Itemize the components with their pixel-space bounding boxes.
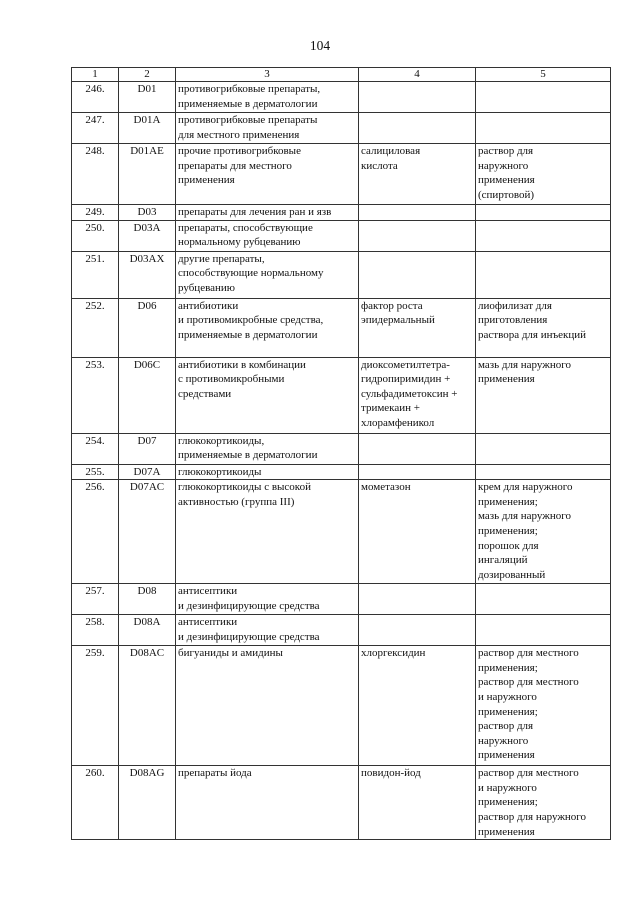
dosage-form [476, 205, 611, 221]
table-row [72, 205, 611, 221]
active-substance: мометазон [359, 480, 476, 584]
atc-group: препараты для лечения ран и язв [176, 205, 359, 221]
table-row [72, 646, 611, 766]
row-number: 252. [72, 298, 119, 357]
active-substance: салициловая кислота [359, 144, 476, 205]
atc-code: D01 [119, 82, 176, 113]
column-header-2: 2 [119, 68, 176, 82]
dosage-form: раствор для местного применения; раствор для местного и наружного применения; раствор для наружного применения [476, 646, 611, 766]
table-header-row [72, 68, 611, 82]
atc-code: D07AC [119, 480, 176, 584]
atc-group: глюкокортикоиды [176, 464, 359, 480]
atc-code: D06 [119, 298, 176, 357]
atc-group: антисептики и дезинфицирующие средства [176, 584, 359, 615]
table-row [72, 464, 611, 480]
active-substance: фактор роста эпидермальный [359, 298, 476, 357]
row-number: 248. [72, 144, 119, 205]
atc-code: D07A [119, 464, 176, 480]
table-row [72, 220, 611, 251]
atc-group: бигуаниды и амидины [176, 646, 359, 766]
dosage-form: раствор для наружного применения (спиртовой) [476, 144, 611, 205]
active-substance [359, 251, 476, 298]
atc-group: глюкокортикоиды с высокой активностью (группа III) [176, 480, 359, 584]
active-substance: повидон-йод [359, 766, 476, 840]
atc-group: антисептики и дезинфицирующие средства [176, 615, 359, 646]
row-number: 256. [72, 480, 119, 584]
table-row [72, 82, 611, 113]
active-substance [359, 464, 476, 480]
active-substance [359, 220, 476, 251]
active-substance [359, 82, 476, 113]
atc-code: D08 [119, 584, 176, 615]
atc-code: D03AX [119, 251, 176, 298]
dosage-form [476, 615, 611, 646]
row-number: 247. [72, 113, 119, 144]
active-substance: диоксометилтетра- гидропиримидин + сульфадиметоксин + тримекаин + хлорамфеникол [359, 357, 476, 433]
dosage-form [476, 82, 611, 113]
row-number: 255. [72, 464, 119, 480]
atc-code: D01A [119, 113, 176, 144]
row-number: 250. [72, 220, 119, 251]
row-number: 259. [72, 646, 119, 766]
active-substance [359, 113, 476, 144]
atc-group: препараты йода [176, 766, 359, 840]
page-number: 104 [309, 38, 331, 53]
row-number: 246. [72, 82, 119, 113]
atc-group: антибиотики и противомикробные средства, применяемые в дерматологии [176, 298, 359, 357]
table-row [72, 615, 611, 646]
table-row [72, 584, 611, 615]
atc-group: другие препараты, способствующие нормальному рубцеванию [176, 251, 359, 298]
row-number: 254. [72, 433, 119, 464]
table-row [72, 766, 611, 840]
atc-code: D08AC [119, 646, 176, 766]
table-row [72, 298, 611, 357]
atc-group: прочие противогрибковые препараты для местного применения [176, 144, 359, 205]
active-substance [359, 615, 476, 646]
atc-code: D08A [119, 615, 176, 646]
dosage-form [476, 584, 611, 615]
atc-code: D08AG [119, 766, 176, 840]
active-substance: хлоргексидин [359, 646, 476, 766]
row-number: 260. [72, 766, 119, 840]
atc-code: D03 [119, 205, 176, 221]
atc-code: D01AE [119, 144, 176, 205]
dosage-form: крем для наружного применения; мазь для наружного применения; порошок для ингаляций дозированный [476, 480, 611, 584]
dosage-form [476, 251, 611, 298]
dosage-form: лиофилизат для приготовления раствора для инъекций [476, 298, 611, 357]
atc-code: D07 [119, 433, 176, 464]
dosage-form [476, 433, 611, 464]
active-substance [359, 433, 476, 464]
atc-group: препараты, способствующие нормальному рубцеванию [176, 220, 359, 251]
column-header-1: 1 [72, 68, 119, 82]
table-row [72, 433, 611, 464]
table-row [72, 144, 611, 205]
column-header-5: 5 [476, 68, 611, 82]
dosage-form [476, 113, 611, 144]
row-number: 257. [72, 584, 119, 615]
atc-group: глюкокортикоиды, применяемые в дерматологии [176, 433, 359, 464]
table-row [72, 251, 611, 298]
atc-group: противогрибковые препараты для местного применения [176, 113, 359, 144]
column-header-4: 4 [359, 68, 476, 82]
row-number: 258. [72, 615, 119, 646]
dosage-form: мазь для наружного применения [476, 357, 611, 433]
table-row [72, 357, 611, 433]
column-header-3: 3 [176, 68, 359, 82]
dosage-form [476, 220, 611, 251]
drug-list-table [71, 67, 611, 840]
dosage-form: раствор для местного и наружного применения; раствор для наружного применения [476, 766, 611, 840]
atc-group: антибиотики в комбинации с противомикробными средствами [176, 357, 359, 433]
table-row [72, 480, 611, 584]
dosage-form [476, 464, 611, 480]
atc-group: противогрибковые препараты, применяемые в дерматологии [176, 82, 359, 113]
active-substance [359, 584, 476, 615]
row-number: 249. [72, 205, 119, 221]
active-substance [359, 205, 476, 221]
atc-code: D06C [119, 357, 176, 433]
atc-code: D03A [119, 220, 176, 251]
table-row [72, 113, 611, 144]
row-number: 251. [72, 251, 119, 298]
row-number: 253. [72, 357, 119, 433]
